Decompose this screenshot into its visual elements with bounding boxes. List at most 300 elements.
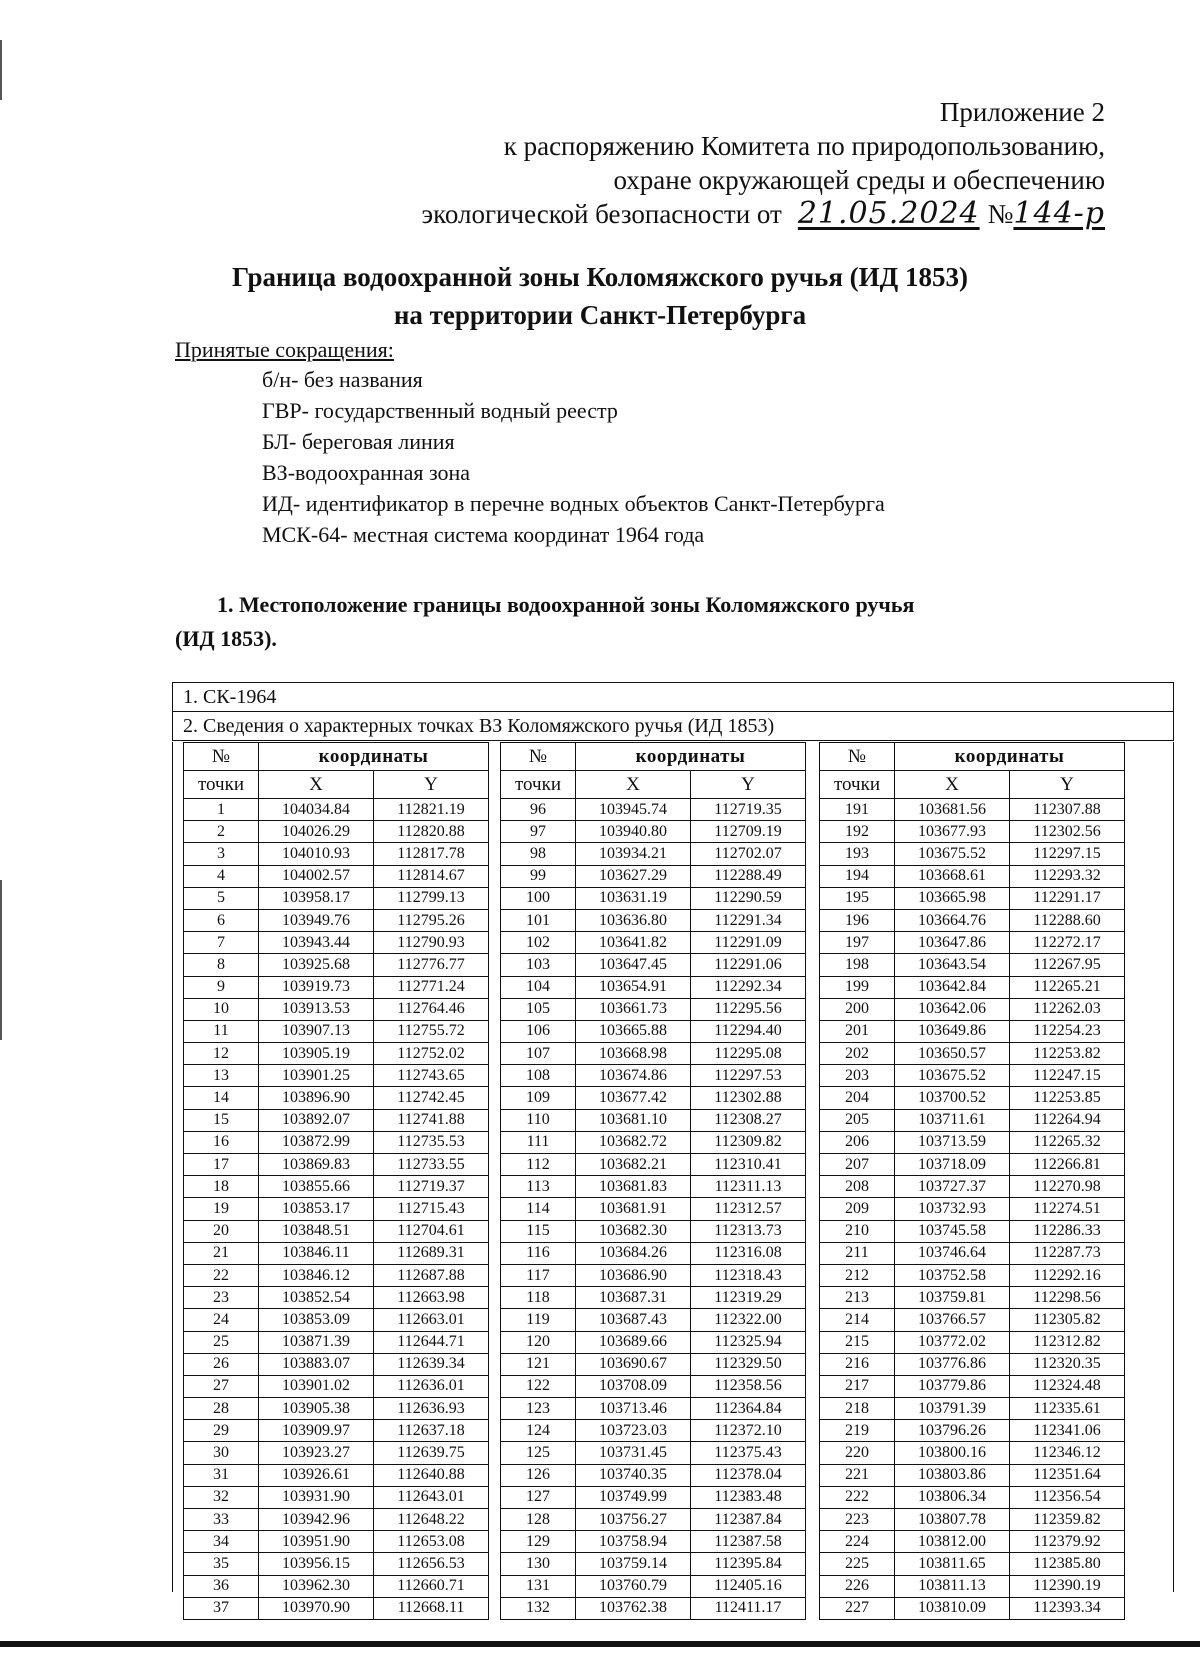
coordinates-table-1 [183,742,489,1620]
point-number: 21 [184,1242,259,1264]
x-coordinate: 103776.86 [895,1353,1010,1375]
y-coordinate: 112663.98 [374,1287,489,1309]
coordinates-tables [172,742,1174,1617]
x-coordinate: 103803.86 [895,1464,1010,1486]
point-number: 31 [184,1464,259,1486]
table-row [184,843,489,865]
title-line-2: на территории Санкт-Петербурга [393,300,807,330]
table-row [184,1065,489,1087]
x-header: X [576,771,691,799]
table-row [184,1309,489,1331]
y-coordinate: 112379.92 [1010,1531,1125,1553]
point-number: 202 [820,1043,895,1065]
y-coordinate: 112302.56 [1010,821,1125,843]
points-caption-row: 2. Сведения о характерных точках ВЗ Коломяжского ручья (ИД 1853) [173,711,1173,740]
x-coordinate: 103686.90 [576,1264,691,1286]
y-coordinate: 112254.23 [1010,1020,1125,1042]
table-row [501,1442,806,1464]
appendix-header [422,95,1105,231]
point-number: 112 [501,1154,576,1176]
y-coordinate: 112755.72 [374,1020,489,1042]
point-number: 195 [820,887,895,909]
table-row [184,1420,489,1442]
point-number: 9 [184,976,259,998]
table-row [184,1131,489,1153]
point-number: 103 [501,954,576,976]
x-coordinate: 103682.30 [576,1220,691,1242]
table-row [820,1198,1125,1220]
table-subheader-row [501,771,806,799]
point-number: 34 [184,1531,259,1553]
y-coordinate: 112307.88 [1010,799,1125,821]
x-header: X [895,771,1010,799]
x-coordinate: 103675.52 [895,843,1010,865]
x-coordinate: 103759.14 [576,1553,691,1575]
x-coordinate: 103647.86 [895,932,1010,954]
x-coordinate: 103690.67 [576,1353,691,1375]
table-row [501,1420,806,1442]
y-coordinate: 112292.34 [691,976,806,998]
table-row [820,1420,1125,1442]
y-coordinate: 112817.78 [374,843,489,865]
x-coordinate: 103665.98 [895,887,1010,909]
y-coordinate: 112639.75 [374,1442,489,1464]
point-number: 204 [820,1087,895,1109]
table-row [501,843,806,865]
point-number: 212 [820,1264,895,1286]
x-coordinate: 103682.72 [576,1131,691,1153]
x-coordinate: 103811.65 [895,1553,1010,1575]
table-row [501,954,806,976]
table-row [820,1375,1125,1397]
x-coordinate: 103643.54 [895,954,1010,976]
y-coordinate: 112308.27 [691,1109,806,1131]
x-coordinate: 103896.90 [259,1087,374,1109]
table-row [501,1176,806,1198]
x-coordinate: 103945.74 [576,799,691,821]
y-coordinate: 112668.11 [374,1597,489,1619]
point-number: 222 [820,1486,895,1508]
point-number: 108 [501,1065,576,1087]
x-coordinate: 103641.82 [576,932,691,954]
x-coordinate: 103677.42 [576,1087,691,1109]
y-coordinate: 112335.61 [1010,1398,1125,1420]
x-coordinate: 103654.91 [576,976,691,998]
table-row [820,932,1125,954]
y-coordinate: 112660.71 [374,1575,489,1597]
point-number: 32 [184,1486,259,1508]
abbreviations-heading: Принятые сокращения: [175,337,394,362]
table-row [820,887,1125,909]
x-coordinate: 103892.07 [259,1109,374,1131]
table-row [501,1287,806,1309]
point-number: 109 [501,1087,576,1109]
point-number: 104 [501,976,576,998]
x-coordinate: 103943.44 [259,932,374,954]
table-row [820,1154,1125,1176]
table-row [184,909,489,931]
x-coordinate: 103642.84 [895,976,1010,998]
y-coordinate: 112298.56 [1010,1287,1125,1309]
point-number: 24 [184,1309,259,1331]
table-row [184,1020,489,1042]
point-number: 207 [820,1154,895,1176]
scan-bottom-edge [0,1641,1200,1647]
table-row [184,1287,489,1309]
point-number: 191 [820,799,895,821]
coordinates-table-3 [819,742,1125,1620]
x-coordinate: 103749.99 [576,1486,691,1508]
point-number: 123 [501,1398,576,1420]
point-number: 28 [184,1398,259,1420]
table-row [820,1486,1125,1508]
table-row [820,1176,1125,1198]
point-number: 114 [501,1198,576,1220]
table-row [184,1553,489,1575]
table-row [820,1109,1125,1131]
x-coordinate: 103958.17 [259,887,374,909]
x-coordinate: 103677.93 [895,821,1010,843]
point-number: 26 [184,1353,259,1375]
y-coordinate: 112636.01 [374,1375,489,1397]
point-number: 4 [184,865,259,887]
point-number: 7 [184,932,259,954]
y-coordinate: 112372.10 [691,1420,806,1442]
x-coordinate: 103913.53 [259,998,374,1020]
order-line-1: к распоряжению Комитета по природопользованию, [503,131,1105,161]
point-number: 125 [501,1442,576,1464]
x-coordinate: 103846.11 [259,1242,374,1264]
point-number: 223 [820,1509,895,1531]
point-number: 1 [184,799,259,821]
x-coordinate: 103668.98 [576,1043,691,1065]
table-row [184,1597,489,1619]
abbreviation-item: ВЗ-водоохранная зона [262,460,471,485]
table-row [184,976,489,998]
point-number: 6 [184,909,259,931]
table-row [820,998,1125,1020]
table-row [184,1331,489,1353]
table-row [184,932,489,954]
x-coordinate: 103642.06 [895,998,1010,1020]
table-subheader-row [184,771,489,799]
y-header: Y [1010,771,1125,799]
y-coordinate: 112735.53 [374,1131,489,1153]
y-coordinate: 112395.84 [691,1553,806,1575]
table-header-row [820,743,1125,771]
table-row [501,1065,806,1087]
point-number: 101 [501,909,576,931]
y-coordinate: 112663.01 [374,1309,489,1331]
point-number: 18 [184,1176,259,1198]
table-row [501,1398,806,1420]
abbreviation-item: б/н- без названия [262,367,423,392]
table-row [184,998,489,1020]
x-coordinate: 103970.90 [259,1597,374,1619]
x-coordinate: 103811.13 [895,1575,1010,1597]
point-number: 217 [820,1375,895,1397]
x-coordinate: 103925.68 [259,954,374,976]
x-coordinate: 103949.76 [259,909,374,931]
point-number: 128 [501,1509,576,1531]
x-coordinate: 103846.12 [259,1264,374,1286]
y-coordinate: 112322.00 [691,1309,806,1331]
table-row [820,1597,1125,1619]
y-coordinate: 112305.82 [1010,1309,1125,1331]
y-coordinate: 112375.43 [691,1442,806,1464]
table-row [820,1220,1125,1242]
y-coordinate: 112346.12 [1010,1442,1125,1464]
point-number: 221 [820,1464,895,1486]
y-coordinate: 112295.56 [691,998,806,1020]
x-coordinate: 103700.52 [895,1087,1010,1109]
y-coordinate: 112644.71 [374,1331,489,1353]
coordinates-header: координаты [259,743,489,771]
x-coordinate: 103731.45 [576,1442,691,1464]
y-coordinate: 112293.32 [1010,865,1125,887]
table-header-row [184,743,489,771]
y-coordinate: 112715.43 [374,1198,489,1220]
point-number: 105 [501,998,576,1020]
table-row [820,1553,1125,1575]
coordinates-header: координаты [576,743,806,771]
table-row [820,1353,1125,1375]
point-subheader: точки [501,771,576,799]
abbreviation-item: МСК-64- местная система координат 1964 года [262,522,705,547]
table-row [820,1020,1125,1042]
handwritten-date: 21.05.2024 [797,196,980,231]
point-number: 110 [501,1109,576,1131]
x-coordinate: 103871.39 [259,1331,374,1353]
x-coordinate: 103745.58 [895,1220,1010,1242]
point-number: 102 [501,932,576,954]
table-row [184,1486,489,1508]
table-row [501,932,806,954]
y-coordinate: 112820.88 [374,821,489,843]
x-coordinate: 103766.57 [895,1309,1010,1331]
point-number: 113 [501,1176,576,1198]
x-coordinate: 103905.38 [259,1398,374,1420]
table-row [184,887,489,909]
table-row [184,821,489,843]
table-row [501,1331,806,1353]
x-coordinate: 103752.58 [895,1264,1010,1286]
x-coordinate: 103760.79 [576,1575,691,1597]
point-number: 118 [501,1287,576,1309]
y-coordinate: 112364.84 [691,1398,806,1420]
point-number: 37 [184,1597,259,1619]
x-coordinate: 103901.25 [259,1065,374,1087]
x-coordinate: 103901.02 [259,1375,374,1397]
table-row [501,1264,806,1286]
point-number: 132 [501,1597,576,1619]
x-coordinate: 103940.80 [576,821,691,843]
point-number: 226 [820,1575,895,1597]
x-coordinate: 103905.19 [259,1043,374,1065]
y-coordinate: 112309.82 [691,1131,806,1153]
scan-edge-mark [0,40,2,100]
table-row [820,1287,1125,1309]
x-coordinate: 103756.27 [576,1509,691,1531]
x-coordinate: 103746.64 [895,1242,1010,1264]
x-coordinate: 103674.86 [576,1065,691,1087]
point-number: 215 [820,1331,895,1353]
y-coordinate: 112799.13 [374,887,489,909]
point-number: 129 [501,1531,576,1553]
y-coordinate: 112639.34 [374,1353,489,1375]
point-number: 29 [184,1420,259,1442]
point-number: 122 [501,1375,576,1397]
y-coordinate: 112743.65 [374,1065,489,1087]
point-number: 203 [820,1065,895,1087]
table-row [820,1509,1125,1531]
x-coordinate: 103883.07 [259,1353,374,1375]
y-coordinate: 112313.73 [691,1220,806,1242]
y-coordinate: 112266.81 [1010,1154,1125,1176]
table-row [501,1309,806,1331]
table-row [820,799,1125,821]
table-row [820,1531,1125,1553]
table-row [820,821,1125,843]
x-coordinate: 103627.29 [576,865,691,887]
table-row [184,1220,489,1242]
y-coordinate: 112270.98 [1010,1176,1125,1198]
point-number: 35 [184,1553,259,1575]
y-coordinate: 112294.40 [691,1020,806,1042]
point-number: 201 [820,1020,895,1042]
table-row [184,1575,489,1597]
table-row [184,1087,489,1109]
y-coordinate: 112310.41 [691,1154,806,1176]
y-coordinate: 112405.16 [691,1575,806,1597]
x-coordinate: 103668.61 [895,865,1010,887]
point-number: 120 [501,1331,576,1353]
x-coordinate: 103810.09 [895,1597,1010,1619]
point-number: 121 [501,1353,576,1375]
point-number: 98 [501,843,576,865]
y-coordinate: 112274.51 [1010,1198,1125,1220]
table-row [184,1375,489,1397]
y-coordinate: 112286.33 [1010,1220,1125,1242]
x-coordinate: 103758.94 [576,1531,691,1553]
abbreviations-list [262,364,885,550]
x-coordinate: 103762.38 [576,1597,691,1619]
y-coordinate: 112265.21 [1010,976,1125,998]
table-row [820,1131,1125,1153]
y-coordinate: 112288.49 [691,865,806,887]
document-title [0,258,1200,334]
y-coordinate: 112385.80 [1010,1553,1125,1575]
table-row [501,1486,806,1508]
x-coordinate: 103718.09 [895,1154,1010,1176]
point-number: 211 [820,1242,895,1264]
table-row [184,865,489,887]
y-coordinate: 112411.17 [691,1597,806,1619]
table-row [820,976,1125,998]
point-number: 198 [820,954,895,976]
y-coordinate: 112821.19 [374,799,489,821]
x-coordinate: 103931.90 [259,1486,374,1508]
table-row [820,1442,1125,1464]
x-coordinate: 103907.13 [259,1020,374,1042]
table-row [501,909,806,931]
y-coordinate: 112312.57 [691,1198,806,1220]
table-row [501,865,806,887]
table-row [184,1398,489,1420]
point-number: 200 [820,998,895,1020]
x-coordinate: 103807.78 [895,1509,1010,1531]
y-coordinate: 112387.84 [691,1509,806,1531]
table-row [820,1398,1125,1420]
y-coordinate: 112287.73 [1010,1242,1125,1264]
abbreviation-item: ИД- идентификатор в перечне водных объектов Санкт-Петербурга [262,491,885,516]
point-number: 12 [184,1043,259,1065]
table-row [501,1154,806,1176]
y-coordinate: 112319.29 [691,1287,806,1309]
point-number-header: № [501,743,576,771]
section-heading [175,588,1035,656]
table-row [501,1131,806,1153]
y-coordinate: 112267.95 [1010,954,1125,976]
table-row [184,1264,489,1286]
table-header-row [501,743,806,771]
order-line-3-text: экологической безопасности от [421,199,782,229]
x-coordinate: 104002.57 [259,865,374,887]
table-row [820,865,1125,887]
x-coordinate: 103631.19 [576,887,691,909]
table-row [820,1087,1125,1109]
x-coordinate: 103689.66 [576,1331,691,1353]
table-row [184,1176,489,1198]
point-number: 214 [820,1309,895,1331]
y-header: Y [374,771,489,799]
y-coordinate: 112653.08 [374,1531,489,1553]
point-number: 218 [820,1398,895,1420]
table-row [501,1043,806,1065]
point-number: 10 [184,998,259,1020]
point-number: 117 [501,1264,576,1286]
x-coordinate: 103675.52 [895,1065,1010,1087]
y-coordinate: 112265.32 [1010,1131,1125,1153]
coordinates-table-2 [500,742,806,1620]
table-row [501,1575,806,1597]
y-coordinate: 112814.67 [374,865,489,887]
point-subheader: точки [184,771,259,799]
table-row [820,954,1125,976]
y-coordinate: 112702.07 [691,843,806,865]
table-row [820,843,1125,865]
handwritten-number: 144-р [1013,196,1105,231]
x-coordinate: 103926.61 [259,1464,374,1486]
point-number: 22 [184,1264,259,1286]
point-number: 196 [820,909,895,931]
point-number: 124 [501,1420,576,1442]
x-coordinate: 103800.16 [895,1442,1010,1464]
table-row [501,1198,806,1220]
table-row [184,1353,489,1375]
y-coordinate: 112291.17 [1010,887,1125,909]
point-number: 210 [820,1220,895,1242]
table-row [501,976,806,998]
x-coordinate: 103919.73 [259,976,374,998]
x-coordinate: 103855.66 [259,1176,374,1198]
table-row [501,1020,806,1042]
x-coordinate: 103713.59 [895,1131,1010,1153]
y-coordinate: 112742.45 [374,1087,489,1109]
x-coordinate: 103681.91 [576,1198,691,1220]
table-row [501,1464,806,1486]
x-coordinate: 103853.17 [259,1198,374,1220]
